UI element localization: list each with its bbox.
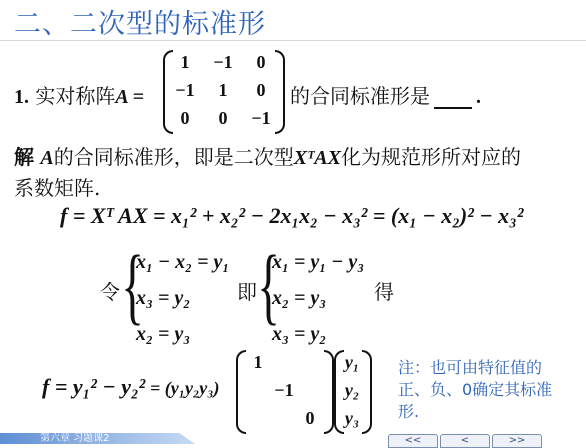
substitution-eq: x₂ = y₃ [136, 323, 191, 345]
substitution-left [136, 244, 229, 352]
solution-text-2: 化为规范形所对应的 [340, 145, 521, 169]
matrix-cell: 1 [218, 80, 228, 100]
question-prefix: 实对称阵 [35, 84, 116, 108]
matrix-cell: 0 [256, 52, 266, 72]
diag-matrix [236, 350, 332, 434]
y-vector [334, 350, 370, 434]
matrix-name: A = [115, 86, 144, 108]
brace-left-system: { [121, 237, 144, 333]
nav-last-button[interactable]: >> [492, 434, 542, 448]
matrix-cell: 1 [180, 52, 190, 72]
then-word: 即 [237, 280, 257, 304]
vector-cell: y₂ [344, 380, 360, 400]
equation-standard-form-lhs: f = y₁² − y₂² [42, 374, 146, 399]
solution-text-1: 的合同标准形，即是二次型 [53, 145, 294, 169]
let-word: 令 [100, 280, 120, 304]
matrix-cell: −1 [213, 52, 233, 72]
substitution-eq: x₁ = y₁ − y₃ [272, 251, 365, 273]
matrix-cell: 0 [218, 108, 228, 128]
diag-cell: 1 [253, 352, 263, 372]
brace-right-system: { [257, 237, 280, 333]
substitution-eq: x₂ = y₃ [272, 287, 327, 309]
solution-line-2: 系数矩阵. [14, 176, 101, 200]
note-text: 注：也可由特征值的正、负、0确定其标准形. [398, 358, 553, 421]
solution-matrix-a: A [40, 147, 54, 169]
matrix-cell: −1 [251, 108, 271, 128]
question-suffix [290, 80, 481, 109]
nav-prev-button[interactable]: < [440, 434, 490, 448]
solution-expr: XᵀAX [293, 147, 341, 169]
get-word: 得 [374, 280, 394, 304]
solution-text [14, 142, 521, 203]
equation-quadratic-form: f = Xᵀ AX = x₁² + x₂² − 2x₁x₂ − x₃² = (x₁ − x₂)² − x₃² [60, 203, 524, 228]
diag-cell: −1 [274, 380, 294, 400]
substitution-eq: x₃ = y₂ [136, 287, 191, 309]
question-suffix-text: 的合同标准形是 [290, 84, 430, 108]
question-1 [14, 80, 144, 109]
matrix-a [163, 50, 283, 134]
diag-cell: 0 [305, 408, 315, 428]
matrix-cell: 0 [180, 108, 190, 128]
equation-row-vector: = (y₁y₂y₃) [150, 378, 220, 398]
solution-label: 解 [14, 145, 34, 169]
title-divider [0, 40, 586, 41]
vector-cell: y₁ [344, 352, 360, 372]
answer-blank[interactable] [434, 89, 472, 109]
matrix-cell: −1 [175, 80, 195, 100]
page-title: 二、二次型的标准形 [14, 9, 266, 40]
substitution-right [272, 244, 364, 352]
nav-first-button[interactable]: << [388, 434, 438, 448]
matrix-cell: 0 [256, 80, 266, 100]
substitution-eq: x₁ − x₂ = y₁ [136, 251, 230, 273]
vector-cell: y₃ [344, 408, 360, 428]
question-period: . [476, 86, 481, 108]
substitution-eq: x₃ = y₂ [272, 323, 327, 345]
question-number: 1. [14, 86, 29, 108]
chapter-label: 第六章 习题课2 [40, 433, 110, 444]
